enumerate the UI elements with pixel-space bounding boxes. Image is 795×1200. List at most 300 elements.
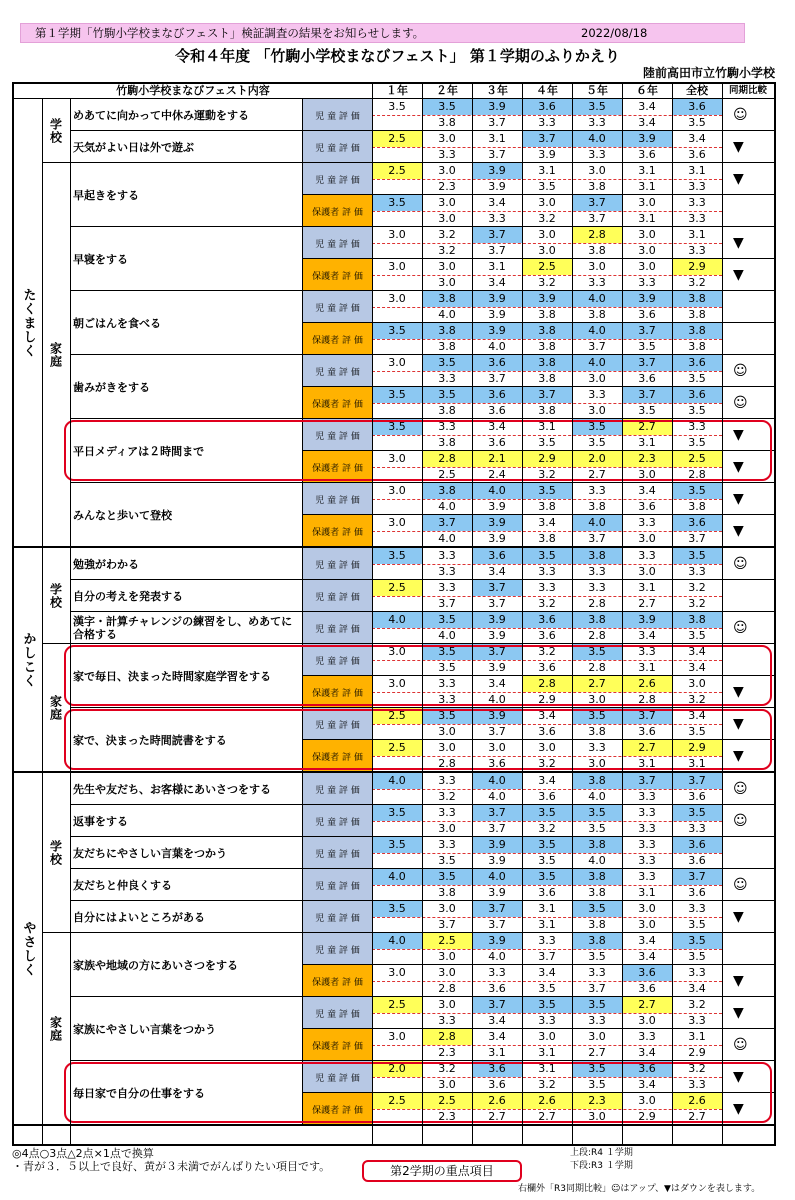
smile-icon: ☺ [733, 620, 748, 636]
value-current: 3.5 [438, 356, 456, 369]
triangle-down-icon: ▼ [733, 1069, 744, 1085]
value-previous: 3.1 [488, 1046, 506, 1059]
smile-icon: ☺ [733, 813, 748, 829]
row-divider-dashed [372, 403, 722, 404]
value-previous: 3.5 [438, 661, 456, 674]
value-current: 3.5 [588, 420, 606, 433]
value-previous: 3.2 [538, 276, 556, 289]
value-current: 3.2 [438, 228, 456, 241]
value-current: 3.8 [588, 870, 606, 883]
value-previous: 3.0 [538, 244, 556, 257]
value-current: 3.0 [588, 1030, 606, 1043]
value-current: 3.5 [688, 934, 706, 947]
value-current: 3.7 [488, 806, 506, 819]
value-current: 3.0 [588, 260, 606, 273]
value-previous: 3.0 [588, 372, 606, 385]
value-previous: 4.0 [488, 950, 506, 963]
value-previous: 3.6 [688, 790, 706, 803]
value-previous: 3.8 [538, 500, 556, 513]
value-current: 3.5 [388, 324, 406, 337]
value-current: 3.3 [438, 677, 456, 690]
value-previous: 3.8 [438, 886, 456, 899]
value-current: 3.3 [688, 902, 706, 915]
row-legend [570, 1147, 633, 1173]
value-previous: 3.6 [538, 790, 556, 803]
value-current: 3.0 [538, 741, 556, 754]
value-current: 3.0 [388, 1030, 406, 1043]
row-divider-dashed [372, 821, 722, 822]
value-previous: 3.6 [638, 500, 656, 513]
value-previous: 3.3 [588, 148, 606, 161]
value-previous: 3.6 [488, 1078, 506, 1091]
value-previous: 3.8 [438, 436, 456, 449]
value-previous: 2.7 [638, 597, 656, 610]
value-previous: 3.8 [688, 340, 706, 353]
value-previous: 4.0 [588, 790, 606, 803]
value-previous: 3.5 [688, 436, 706, 449]
value-previous: 2.8 [438, 982, 456, 995]
value-current: 3.6 [638, 1062, 656, 1075]
notes [12, 1147, 330, 1173]
value-previous: 3.8 [588, 180, 606, 193]
value-previous: 3.8 [588, 918, 606, 931]
value-current: 2.8 [588, 228, 606, 241]
value-current: 3.1 [538, 902, 556, 915]
value-previous: 3.8 [538, 340, 556, 353]
value-previous: 2.7 [688, 1110, 706, 1123]
value-current: 3.0 [388, 452, 406, 465]
value-current: 3.8 [438, 292, 456, 305]
value-previous: 3.6 [688, 148, 706, 161]
value-current: 3.3 [688, 196, 706, 209]
value-previous: 3.0 [638, 468, 656, 481]
group-label: 学校 [48, 118, 63, 144]
item-text: 家族や地域の方にあいさつをする [73, 958, 238, 972]
value-current: 2.7 [638, 420, 656, 433]
value-current: 2.8 [438, 452, 456, 465]
value-current: 3.1 [538, 1062, 556, 1075]
eval-label: 保護者 評 価 [302, 740, 372, 772]
value-previous: 2.8 [588, 629, 606, 642]
value-current: 3.5 [438, 100, 456, 113]
eval-label: 児 童 評 価 [302, 869, 372, 901]
value-current: 2.5 [438, 934, 456, 947]
value-previous: 3.3 [438, 148, 456, 161]
value-current: 2.6 [638, 677, 656, 690]
value-previous: 3.4 [638, 629, 656, 642]
note-scoring: ◎4点○3点△2点×1点で換算 [12, 1147, 154, 1160]
value-previous: 3.3 [638, 822, 656, 835]
value-current: 3.5 [388, 196, 406, 209]
eval-label: 児 童 評 価 [302, 131, 372, 163]
value-current: 3.3 [438, 838, 456, 851]
value-previous: 2.5 [438, 468, 456, 481]
value-previous: 3.7 [588, 340, 606, 353]
value-current: 2.5 [388, 998, 406, 1011]
value-current: 2.0 [588, 452, 606, 465]
value-current: 4.0 [388, 774, 406, 787]
eval-label: 保護者 評 価 [302, 451, 372, 483]
row-divider-dashed [372, 115, 722, 116]
value-current: 4.0 [488, 870, 506, 883]
value-current: 3.5 [588, 1062, 606, 1075]
value-current: 3.2 [538, 645, 556, 658]
value-previous: 4.0 [488, 340, 506, 353]
value-previous: 3.0 [438, 1078, 456, 1091]
value-current: 3.9 [488, 709, 506, 722]
value-current: 3.5 [538, 838, 556, 851]
focus-ring [64, 709, 772, 770]
value-previous: 3.0 [588, 1110, 606, 1123]
col-line [70, 98, 71, 1144]
value-current: 2.7 [638, 741, 656, 754]
value-previous: 3.8 [588, 244, 606, 257]
value-current: 3.0 [688, 677, 706, 690]
value-previous: 3.1 [638, 180, 656, 193]
value-current: 3.0 [588, 164, 606, 177]
value-current: 3.9 [488, 613, 506, 626]
value-previous: 3.8 [538, 532, 556, 545]
value-current: 3.4 [638, 934, 656, 947]
value-current: 3.0 [638, 260, 656, 273]
col-line [422, 84, 423, 1144]
group-label: 学校 [48, 840, 63, 866]
header-grade: ２年 [422, 84, 473, 98]
header-grade: ３年 [472, 84, 523, 98]
row-divider-dashed [372, 1045, 722, 1046]
value-previous: 2.8 [638, 693, 656, 706]
value-current: 3.6 [688, 100, 706, 113]
value-current: 3.3 [638, 806, 656, 819]
value-previous: 3.1 [638, 436, 656, 449]
value-current: 3.7 [638, 388, 656, 401]
eval-label: 保護者 評 価 [302, 1029, 372, 1061]
header-grade: ４年 [522, 84, 573, 98]
row-divider-dashed [372, 243, 722, 244]
value-previous: 3.6 [488, 404, 506, 417]
value-previous: 3.2 [538, 597, 556, 610]
value-previous: 3.5 [638, 340, 656, 353]
col-line [672, 84, 673, 1144]
eval-label: 児 童 評 価 [302, 997, 372, 1029]
value-current: 4.0 [588, 292, 606, 305]
value-current: 3.4 [538, 774, 556, 787]
value-current: 3.3 [488, 966, 506, 979]
value-previous: 2.8 [588, 661, 606, 674]
value-previous: 3.3 [538, 116, 556, 129]
value-current: 3.8 [588, 774, 606, 787]
value-previous: 3.9 [488, 308, 506, 321]
value-previous: 3.3 [488, 212, 506, 225]
value-current: 3.4 [538, 709, 556, 722]
value-current: 3.5 [538, 870, 556, 883]
value-current: 3.0 [388, 645, 406, 658]
value-current: 3.0 [388, 484, 406, 497]
value-previous: 3.8 [438, 340, 456, 353]
item-text: 歯みがきをする [73, 380, 150, 394]
value-current: 4.0 [588, 356, 606, 369]
value-current: 3.3 [438, 420, 456, 433]
value-previous: 3.3 [588, 565, 606, 578]
value-previous: 3.0 [638, 918, 656, 931]
value-previous: 3.3 [438, 693, 456, 706]
eval-label: 児 童 評 価 [302, 1061, 372, 1093]
value-previous: 3.5 [538, 982, 556, 995]
value-current: 3.3 [638, 1030, 656, 1043]
value-previous: 3.5 [588, 436, 606, 449]
value-current: 3.5 [438, 645, 456, 658]
value-current: 3.1 [638, 581, 656, 594]
row-divider-dashed [372, 275, 722, 276]
value-current: 3.0 [438, 196, 456, 209]
value-current: 2.9 [688, 260, 706, 273]
value-current: 2.9 [538, 452, 556, 465]
value-current: 2.5 [388, 164, 406, 177]
value-previous: 2.7 [588, 1046, 606, 1059]
item-text: 先生や友だち、お客様にあいさつをする [73, 782, 271, 796]
group-label: 家庭 [48, 1016, 63, 1042]
value-previous: 3.9 [488, 661, 506, 674]
value-current: 2.5 [388, 741, 406, 754]
value-current: 3.1 [638, 164, 656, 177]
value-previous: 3.9 [488, 500, 506, 513]
value-current: 3.9 [488, 164, 506, 177]
item-text: めあてに向かって中休み運動をする [73, 108, 249, 122]
triangle-down-icon: ▼ [733, 267, 744, 283]
value-previous: 2.9 [688, 1046, 706, 1059]
value-previous: 2.8 [438, 757, 456, 770]
value-current: 4.0 [488, 774, 506, 787]
value-previous: 3.7 [588, 532, 606, 545]
value-current: 3.9 [488, 100, 506, 113]
value-previous: 3.6 [638, 982, 656, 995]
value-current: 2.9 [688, 741, 706, 754]
value-previous: 3.8 [588, 725, 606, 738]
eval-label: 保護者 評 価 [302, 965, 372, 997]
value-previous: 3.6 [538, 661, 556, 674]
value-previous: 3.8 [538, 308, 556, 321]
item-text: 毎日家で自分の仕事をする [73, 1086, 205, 1100]
section-divider [14, 1124, 774, 1126]
value-previous: 3.4 [688, 982, 706, 995]
value-current: 3.8 [688, 292, 706, 305]
group-label: 家庭 [48, 695, 63, 721]
value-current: 3.3 [438, 581, 456, 594]
eval-label: 保護者 評 価 [302, 259, 372, 291]
triangle-down-icon: ▼ [733, 171, 744, 187]
row-divider-dashed [372, 211, 722, 212]
banner-text: 第１学期「竹駒小学校まなびフェスト」検証調査の結果をお知らせします。 [35, 26, 425, 40]
value-current: 3.0 [388, 260, 406, 273]
value-current: 2.5 [388, 581, 406, 594]
eval-label: 児 童 評 価 [302, 933, 372, 965]
eval-label: 保護者 評 価 [302, 323, 372, 355]
triangle-down-icon: ▼ [733, 716, 744, 732]
value-previous: 3.5 [588, 950, 606, 963]
value-current: 3.8 [588, 613, 606, 626]
value-current: 3.3 [588, 388, 606, 401]
value-previous: 3.4 [688, 661, 706, 674]
smile-icon: ☺ [733, 107, 748, 123]
row-divider-dashed [372, 339, 722, 340]
header-grade: ６年 [622, 84, 673, 98]
eval-label: 児 童 評 価 [302, 612, 372, 644]
value-current: 3.7 [638, 709, 656, 722]
value-current: 3.4 [638, 484, 656, 497]
value-current: 3.0 [388, 292, 406, 305]
value-current: 4.0 [588, 516, 606, 529]
value-current: 3.9 [638, 292, 656, 305]
header-grade: 全校 [672, 84, 723, 98]
value-current: 3.5 [588, 709, 606, 722]
notice-banner [20, 23, 745, 43]
value-previous: 3.4 [638, 116, 656, 129]
row-divider-dashed [372, 499, 722, 500]
value-current: 3.0 [638, 1094, 656, 1107]
value-previous: 3.3 [688, 180, 706, 193]
value-current: 3.0 [438, 164, 456, 177]
col-line [472, 84, 473, 1144]
value-previous: 3.6 [638, 725, 656, 738]
value-previous: 3.3 [688, 822, 706, 835]
value-current: 3.6 [688, 838, 706, 851]
value-previous: 4.0 [488, 790, 506, 803]
triangle-down-icon: ▼ [733, 684, 744, 700]
col-line [622, 84, 623, 1144]
value-previous: 3.2 [538, 822, 556, 835]
value-current: 3.4 [688, 709, 706, 722]
section-label: かしこく [20, 632, 36, 688]
focus-ring [64, 645, 772, 706]
value-previous: 2.3 [438, 1110, 456, 1123]
value-current: 3.5 [388, 902, 406, 915]
value-previous: 3.5 [688, 629, 706, 642]
eval-label: 児 童 評 価 [302, 837, 372, 869]
value-current: 3.3 [538, 581, 556, 594]
eval-label: 児 童 評 価 [302, 355, 372, 387]
value-previous: 3.9 [488, 180, 506, 193]
value-current: 3.7 [538, 132, 556, 145]
value-current: 3.0 [388, 516, 406, 529]
value-current: 3.0 [438, 998, 456, 1011]
value-previous: 3.0 [438, 950, 456, 963]
focus-ring [64, 1062, 772, 1123]
value-current: 3.0 [538, 228, 556, 241]
value-previous: 3.9 [488, 886, 506, 899]
value-previous: 3.1 [638, 212, 656, 225]
focus-items-key: 第2学期の重点項目 [362, 1160, 522, 1182]
value-previous: 3.6 [538, 629, 556, 642]
value-current: 3.5 [388, 388, 406, 401]
value-previous: 3.7 [488, 597, 506, 610]
value-current: 3.0 [438, 260, 456, 273]
value-current: 3.0 [438, 741, 456, 754]
value-current: 3.5 [588, 100, 606, 113]
value-current: 3.5 [538, 998, 556, 1011]
col-line [722, 84, 723, 1144]
value-current: 3.4 [488, 196, 506, 209]
value-previous: 3.2 [688, 597, 706, 610]
eval-label: 児 童 評 価 [302, 644, 372, 676]
col-line [522, 84, 523, 1144]
smile-icon: ☺ [733, 395, 748, 411]
value-previous: 3.3 [638, 854, 656, 867]
value-current: 3.5 [388, 549, 406, 562]
value-previous: 3.0 [638, 244, 656, 257]
value-current: 3.0 [488, 741, 506, 754]
item-text: みんなと歩いて登校 [73, 508, 172, 522]
row-divider-dashed [372, 917, 722, 918]
value-previous: 3.7 [588, 982, 606, 995]
value-current: 2.6 [538, 1094, 556, 1107]
value-previous: 3.6 [488, 436, 506, 449]
value-previous: 3.3 [688, 565, 706, 578]
triangle-down-icon: ▼ [733, 491, 744, 507]
value-previous: 3.6 [688, 886, 706, 899]
value-current: 3.8 [588, 838, 606, 851]
col-line [42, 98, 43, 1144]
item-text: 朝ごはんを食べる [73, 316, 161, 330]
eval-label: 児 童 評 価 [302, 773, 372, 805]
value-previous: 3.9 [538, 148, 556, 161]
value-previous: 3.6 [638, 148, 656, 161]
item-text: 勉強がわかる [73, 557, 139, 571]
value-previous: 3.3 [688, 1078, 706, 1091]
value-current: 3.0 [638, 902, 656, 915]
value-previous: 3.5 [438, 854, 456, 867]
value-previous: 3.7 [438, 597, 456, 610]
smile-icon: ☺ [733, 781, 748, 797]
item-text: 平日メディアは２時間まで [73, 444, 205, 458]
triangle-down-icon: ▼ [733, 748, 744, 764]
value-current: 3.8 [688, 613, 706, 626]
eval-label: 児 童 評 価 [302, 99, 372, 131]
value-previous: 3.9 [488, 629, 506, 642]
value-current: 3.5 [438, 613, 456, 626]
row-divider-dashed [372, 949, 722, 950]
value-previous: 3.4 [638, 1078, 656, 1091]
value-previous: 3.0 [438, 212, 456, 225]
value-current: 3.5 [538, 484, 556, 497]
value-current: 3.6 [488, 549, 506, 562]
value-current: 3.7 [638, 774, 656, 787]
value-current: 3.6 [688, 516, 706, 529]
value-current: 4.0 [388, 870, 406, 883]
eval-label: 児 童 評 価 [302, 805, 372, 837]
value-previous: 2.7 [488, 1110, 506, 1123]
value-current: 3.5 [388, 838, 406, 851]
value-current: 3.0 [638, 196, 656, 209]
value-current: 3.7 [638, 324, 656, 337]
banner-date: 2022/08/18 [581, 26, 648, 40]
value-current: 3.6 [638, 966, 656, 979]
item-text: 家で、決まった時間読書をする [73, 733, 227, 747]
note-colors: ・青が３．５以上で良好、黄が３未満でがんばりたい項目です。 [12, 1160, 331, 1173]
value-current: 3.6 [688, 388, 706, 401]
row-divider-dashed [372, 179, 722, 180]
row-divider-dashed [372, 853, 722, 854]
value-current: 3.9 [488, 838, 506, 851]
value-current: 2.5 [388, 709, 406, 722]
item-text: 天気がよい日は外で遊ぶ [73, 140, 194, 154]
legend-top: 上段:R4 １学期 [570, 1148, 633, 1158]
triangle-down-icon: ▼ [733, 459, 744, 475]
value-current: 3.2 [688, 998, 706, 1011]
header-grade: １年 [372, 84, 423, 98]
row-divider-dashed [372, 981, 722, 982]
row-divider-dashed [372, 371, 722, 372]
value-previous: 3.3 [588, 116, 606, 129]
